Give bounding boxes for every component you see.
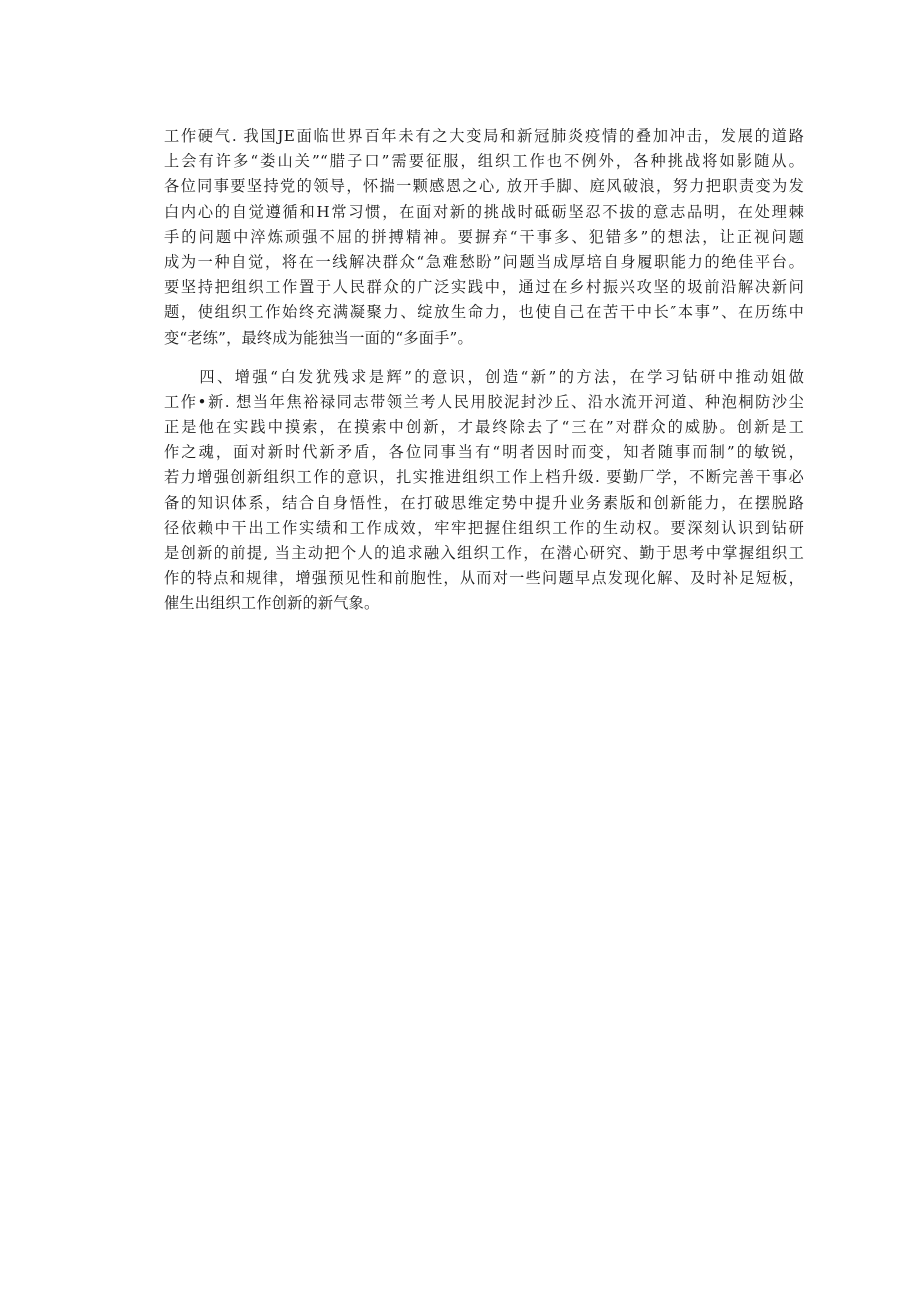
text-line: 各位同事要坚持党的领导，怀揣一颗感恩之心, 放开手脚、庭风破浪，努力把职责变为发 <box>164 177 804 196</box>
text-line: 作之魂，面对新时代新矛盾，各位同事当有“明者因时而变，知者随事而制”的敏锐， <box>164 443 804 462</box>
text-line: 变“老练”，最终成为能独当一面的“多面手”。 <box>164 328 473 347</box>
text-line: 白内心的自觉遵循和H常习惯，在面对新的挑战时砥砺坚忍不拔的意志品明，在处理棘 <box>164 202 804 221</box>
text-line: 要坚持把组织工作置于人民群众的广泛实践中，通过在乡村振兴攻坚的圾前沿解决新问 <box>164 278 804 297</box>
text-line: 成为一种自觉，将在一线解决群众“急难愁盼”问题当成厚培自身履职能力的绝佳平台。 <box>164 252 804 271</box>
paragraph-1 <box>164 124 804 351</box>
text-line: 手的问题中淬炼顽强不屈的拼搏精神。要摒弃“干事多、犯错多”的想法，让正视问题 <box>164 227 804 246</box>
text-line: 若力增强创新组织工作的意识，扎实推进组织工作上档升级. 要勤厂学，不断完善干事必 <box>164 468 804 487</box>
text-line: 题，使组织工作始终充满凝聚力、绽放生命力，也使自己在苦干中长″本事”、在历练中 <box>164 303 804 322</box>
document-body <box>164 124 804 617</box>
text-line: 工作硬气. 我国JE面临世界百年未有之大变局和新冠肺炎疫情的叠加冲击，发展的道路 <box>164 127 804 145</box>
text-line: 正是他在实践中摸索，在摸索中创新，才最终除去了“三在”对群众的威胁。创新是工 <box>164 418 804 437</box>
text-line: 备的知识体系，结合自身悟性，在打破思维定势中提升业务素版和创新能力，在摆脱路 <box>164 493 804 512</box>
text-line: 作的特点和规律，增强预见性和前胞性，从而对一些问题早点发现化解、及时补足短板， <box>164 569 804 588</box>
text-line: 工作•新. 想当年焦裕禄同志带领兰考人民用胶泥封沙丘、沿水流开河道、种泡桐防沙尘 <box>164 392 804 411</box>
text-line: 是创新的前提, 当主动把个人的追求融入组织工作，在潜心研究、勤于思考中掌握组织工 <box>164 544 804 562</box>
paragraph-2 <box>164 365 804 617</box>
text-line: 径依赖中干出工作实绩和工作成效，牢牢把握住组织工作的生动权。要深刻认识到钻研 <box>164 518 804 537</box>
text-line: 四、增强“白发犹残求是辉”的意识，创造“新”的方法，在学习钻研中推动姐做 <box>164 367 804 386</box>
text-line: 上会有许多“娄山关”“腊子口”需要征服，组织工作也不例外，各种挑战将如影随从。 <box>164 152 804 171</box>
text-line: 催生出组织工作创新的新气象。 <box>164 594 380 613</box>
